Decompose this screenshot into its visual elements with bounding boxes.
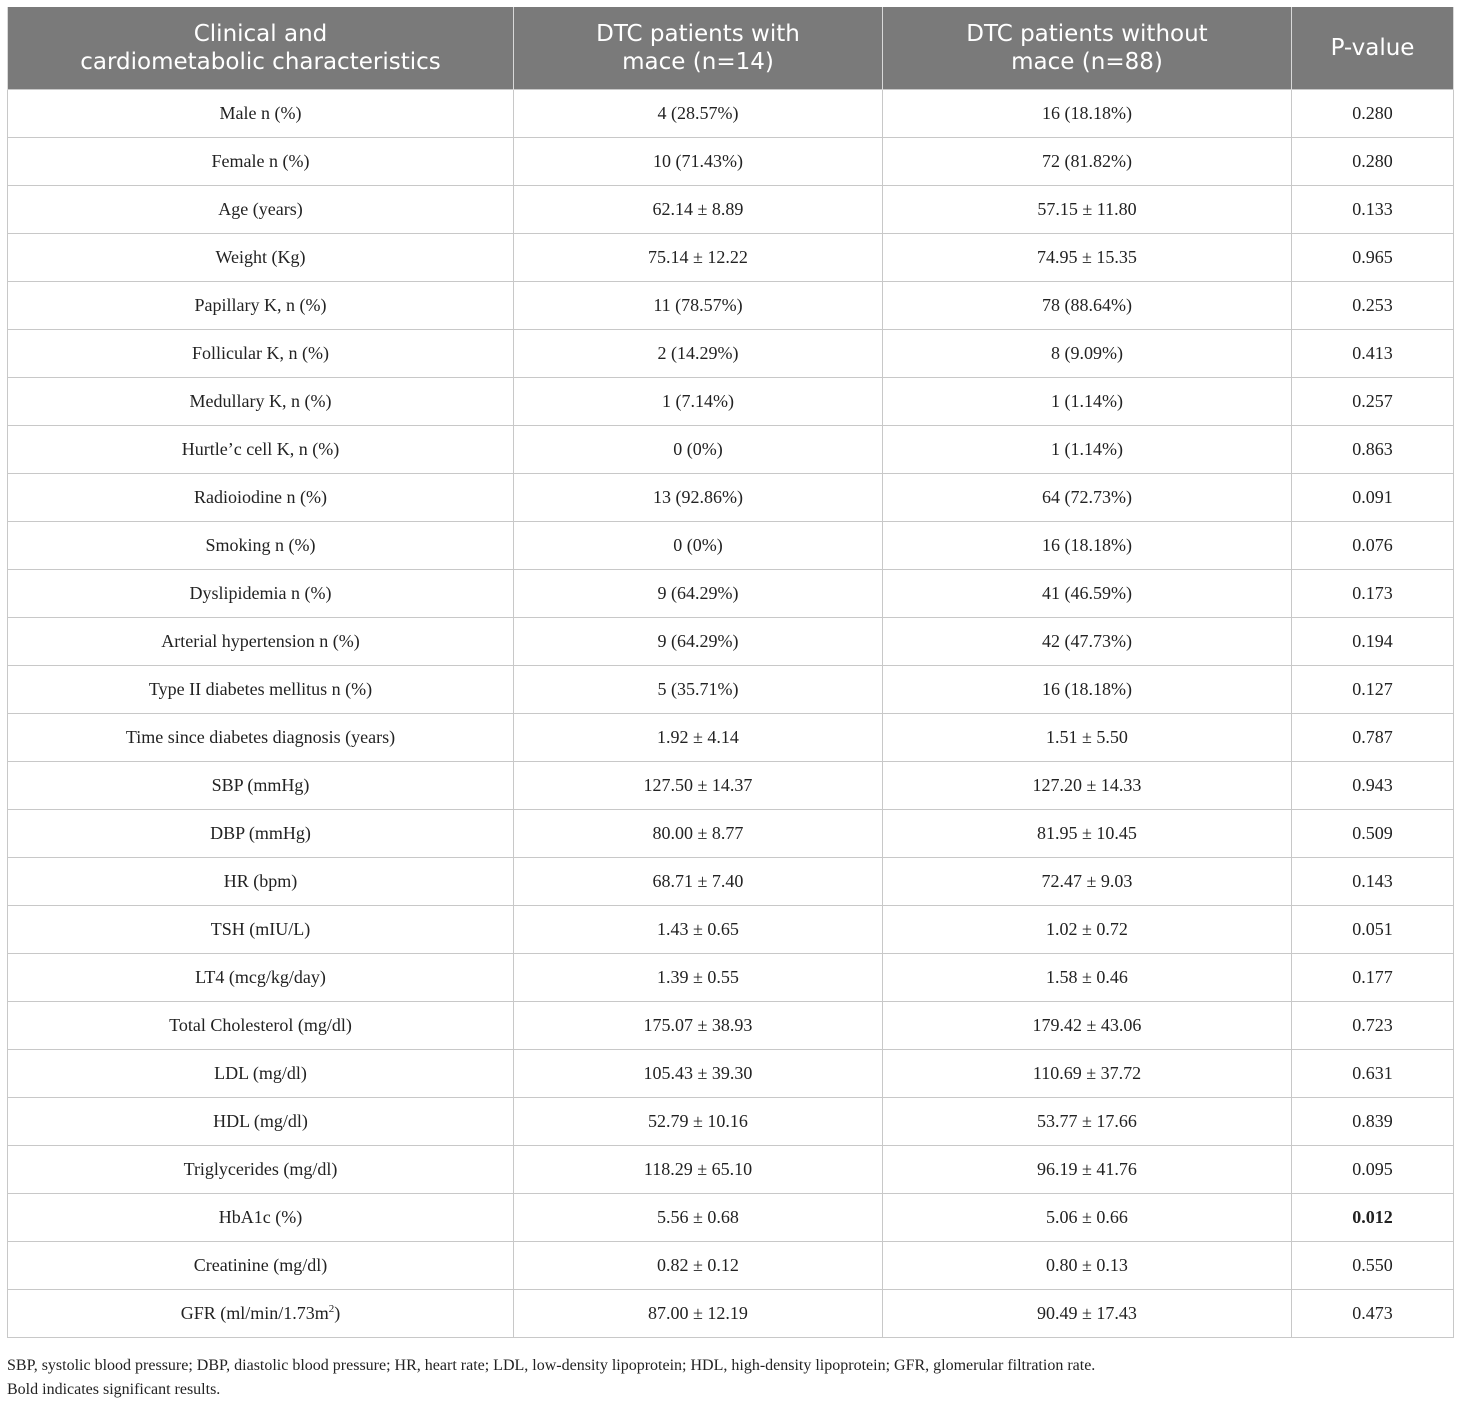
table-row — [8, 1194, 1454, 1242]
cell-with-mace: 9 (64.29%) — [514, 570, 883, 618]
table-row — [8, 1050, 1454, 1098]
cell-characteristic: Male n (%) — [8, 90, 514, 138]
table-row — [8, 1098, 1454, 1146]
cell-without-mace: 42 (47.73%) — [883, 618, 1292, 666]
table-row — [8, 1290, 1454, 1338]
cell-characteristic: HDL (mg/dl) — [8, 1098, 514, 1146]
bold-note: Bold indicates significant results. — [7, 1381, 221, 1398]
table-row — [8, 810, 1454, 858]
cell-p-value: 0.177 — [1292, 954, 1454, 1002]
cell-without-mace: 64 (72.73%) — [883, 474, 1292, 522]
abbreviations-note: SBP, systolic blood pressure; DBP, diastolic blood pressure; HR, heart rate; LDL, low-density lipoprotein; HDL, high-density lipoprotein; GFR, glomerular filtration rate. — [7, 1357, 1096, 1374]
cell-with-mace: 5.56 ± 0.68 — [514, 1194, 883, 1242]
characteristics-table — [7, 7, 1454, 1338]
cell-characteristic: Time since diabetes diagnosis (years) — [8, 714, 514, 762]
cell-with-mace: 175.07 ± 38.93 — [514, 1002, 883, 1050]
cell-p-value: 0.194 — [1292, 618, 1454, 666]
cell-without-mace: 179.42 ± 43.06 — [883, 1002, 1292, 1050]
cell-without-mace: 16 (18.18%) — [883, 666, 1292, 714]
cell-without-mace: 1.02 ± 0.72 — [883, 906, 1292, 954]
cell-p-value: 0.012 — [1292, 1194, 1454, 1242]
table-row — [8, 186, 1454, 234]
cell-with-mace: 62.14 ± 8.89 — [514, 186, 883, 234]
header-without-mace: DTC patients without mace (n=88) — [883, 7, 1292, 90]
cell-without-mace: 90.49 ± 17.43 — [883, 1290, 1292, 1338]
cell-with-mace: 13 (92.86%) — [514, 474, 883, 522]
cell-characteristic: Dyslipidemia n (%) — [8, 570, 514, 618]
table-body — [8, 90, 1454, 1338]
table-row — [8, 138, 1454, 186]
table-footnotes — [7, 1354, 1453, 1402]
cell-with-mace: 75.14 ± 12.22 — [514, 234, 883, 282]
table-header — [8, 7, 1454, 90]
cell-p-value: 0.280 — [1292, 138, 1454, 186]
cell-p-value: 0.280 — [1292, 90, 1454, 138]
cell-p-value: 0.253 — [1292, 282, 1454, 330]
header-characteristics: Clinical and cardiometabolic characteristics — [8, 7, 514, 90]
table-row — [8, 90, 1454, 138]
table-row — [8, 234, 1454, 282]
table-row — [8, 570, 1454, 618]
cell-p-value: 0.143 — [1292, 858, 1454, 906]
cell-with-mace: 0.82 ± 0.12 — [514, 1242, 883, 1290]
cell-characteristic: Papillary K, n (%) — [8, 282, 514, 330]
cell-with-mace: 10 (71.43%) — [514, 138, 883, 186]
header-row — [8, 7, 1454, 90]
cell-with-mace: 5 (35.71%) — [514, 666, 883, 714]
cell-characteristic: Creatinine (mg/dl) — [8, 1242, 514, 1290]
cell-without-mace: 0.80 ± 0.13 — [883, 1242, 1292, 1290]
cell-with-mace: 118.29 ± 65.10 — [514, 1146, 883, 1194]
table-row — [8, 330, 1454, 378]
cell-with-mace: 0 (0%) — [514, 426, 883, 474]
table-row — [8, 618, 1454, 666]
cell-characteristic: Age (years) — [8, 186, 514, 234]
cell-with-mace: 127.50 ± 14.37 — [514, 762, 883, 810]
table-row — [8, 1002, 1454, 1050]
cell-p-value: 0.413 — [1292, 330, 1454, 378]
cell-characteristic: LT4 (mcg/kg/day) — [8, 954, 514, 1002]
cell-p-value: 0.550 — [1292, 1242, 1454, 1290]
cell-characteristic: Arterial hypertension n (%) — [8, 618, 514, 666]
cell-without-mace: 1 (1.14%) — [883, 426, 1292, 474]
cell-p-value: 0.257 — [1292, 378, 1454, 426]
cell-p-value: 0.051 — [1292, 906, 1454, 954]
cell-with-mace: 11 (78.57%) — [514, 282, 883, 330]
cell-characteristic: Smoking n (%) — [8, 522, 514, 570]
cell-without-mace: 16 (18.18%) — [883, 90, 1292, 138]
cell-with-mace: 9 (64.29%) — [514, 618, 883, 666]
cell-without-mace: 74.95 ± 15.35 — [883, 234, 1292, 282]
table-row — [8, 762, 1454, 810]
table-row — [8, 954, 1454, 1002]
cell-without-mace: 57.15 ± 11.80 — [883, 186, 1292, 234]
cell-p-value: 0.133 — [1292, 186, 1454, 234]
table-row — [8, 906, 1454, 954]
cell-without-mace: 81.95 ± 10.45 — [883, 810, 1292, 858]
cell-characteristic: Total Cholesterol (mg/dl) — [8, 1002, 514, 1050]
cell-characteristic: Triglycerides (mg/dl) — [8, 1146, 514, 1194]
table-row — [8, 858, 1454, 906]
table-row — [8, 426, 1454, 474]
cell-with-mace: 68.71 ± 7.40 — [514, 858, 883, 906]
cell-with-mace: 2 (14.29%) — [514, 330, 883, 378]
cell-without-mace: 16 (18.18%) — [883, 522, 1292, 570]
table-row — [8, 378, 1454, 426]
cell-p-value: 0.127 — [1292, 666, 1454, 714]
cell-characteristic: Follicular K, n (%) — [8, 330, 514, 378]
table-row — [8, 714, 1454, 762]
cell-p-value: 0.965 — [1292, 234, 1454, 282]
cell-without-mace: 72.47 ± 9.03 — [883, 858, 1292, 906]
cell-characteristic: Female n (%) — [8, 138, 514, 186]
characteristics-table-container — [7, 7, 1453, 1338]
cell-with-mace: 80.00 ± 8.77 — [514, 810, 883, 858]
cell-with-mace: 0 (0%) — [514, 522, 883, 570]
cell-p-value: 0.863 — [1292, 426, 1454, 474]
cell-p-value: 0.631 — [1292, 1050, 1454, 1098]
cell-p-value: 0.076 — [1292, 522, 1454, 570]
cell-with-mace: 105.43 ± 39.30 — [514, 1050, 883, 1098]
cell-p-value: 0.095 — [1292, 1146, 1454, 1194]
cell-characteristic: HR (bpm) — [8, 858, 514, 906]
cell-with-mace: 1 (7.14%) — [514, 378, 883, 426]
cell-with-mace: 4 (28.57%) — [514, 90, 883, 138]
cell-characteristic: Radioiodine n (%) — [8, 474, 514, 522]
cell-characteristic: Weight (Kg) — [8, 234, 514, 282]
cell-without-mace: 8 (9.09%) — [883, 330, 1292, 378]
cell-p-value: 0.509 — [1292, 810, 1454, 858]
cell-characteristic: GFR $(ml/\min/1.73m^2)$ — [8, 1290, 514, 1338]
cell-p-value: 0.091 — [1292, 474, 1454, 522]
cell-with-mace: 87.00 ± 12.19 — [514, 1290, 883, 1338]
cell-p-value: 0.839 — [1292, 1098, 1454, 1146]
cell-p-value: 0.173 — [1292, 570, 1454, 618]
cell-p-value: 0.473 — [1292, 1290, 1454, 1338]
cell-with-mace: 1.39 ± 0.55 — [514, 954, 883, 1002]
header-p-value: P-value — [1292, 7, 1454, 90]
cell-without-mace: 1 (1.14%) — [883, 378, 1292, 426]
cell-p-value: 0.943 — [1292, 762, 1454, 810]
cell-characteristic: Medullary K, n (%) — [8, 378, 514, 426]
cell-without-mace: 1.51 ± 5.50 — [883, 714, 1292, 762]
table-row — [8, 1146, 1454, 1194]
cell-characteristic: LDL (mg/dl) — [8, 1050, 514, 1098]
table-row — [8, 522, 1454, 570]
cell-with-mace: 52.79 ± 10.16 — [514, 1098, 883, 1146]
cell-p-value: 0.787 — [1292, 714, 1454, 762]
table-row — [8, 1242, 1454, 1290]
cell-with-mace: 1.92 ± 4.14 — [514, 714, 883, 762]
cell-with-mace: 1.43 ± 0.65 — [514, 906, 883, 954]
cell-characteristic: SBP (mmHg) — [8, 762, 514, 810]
table-row — [8, 282, 1454, 330]
cell-characteristic: Hurtle’c cell K, n (%) — [8, 426, 514, 474]
cell-without-mace: 110.69 ± 37.72 — [883, 1050, 1292, 1098]
cell-p-value: 0.723 — [1292, 1002, 1454, 1050]
table-row — [8, 666, 1454, 714]
cell-characteristic: Type II diabetes mellitus n (%) — [8, 666, 514, 714]
cell-without-mace: 96.19 ± 41.76 — [883, 1146, 1292, 1194]
cell-characteristic: DBP (mmHg) — [8, 810, 514, 858]
cell-without-mace: 41 (46.59%) — [883, 570, 1292, 618]
header-with-mace: DTC patients with mace (n=14) — [514, 7, 883, 90]
cell-without-mace: 1.58 ± 0.46 — [883, 954, 1292, 1002]
table-row — [8, 474, 1454, 522]
cell-without-mace: 127.20 ± 14.33 — [883, 762, 1292, 810]
cell-without-mace: 53.77 ± 17.66 — [883, 1098, 1292, 1146]
cell-without-mace: 5.06 ± 0.66 — [883, 1194, 1292, 1242]
cell-without-mace: 72 (81.82%) — [883, 138, 1292, 186]
cell-characteristic: TSH (mIU/L) — [8, 906, 514, 954]
cell-without-mace: 78 (88.64%) — [883, 282, 1292, 330]
cell-characteristic: HbA1c (%) — [8, 1194, 514, 1242]
